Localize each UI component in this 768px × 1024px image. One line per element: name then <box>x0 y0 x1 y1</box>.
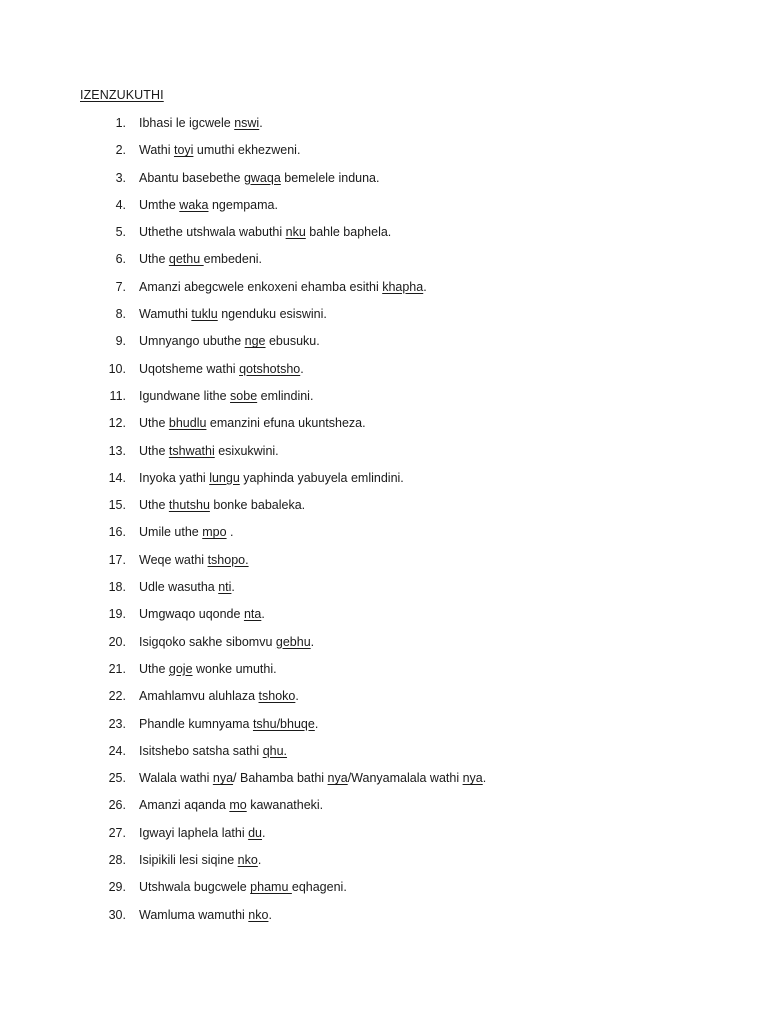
sentence-text: . <box>231 580 235 595</box>
sentence-text: Udle wasutha <box>139 580 219 595</box>
item-number: 19. <box>108 607 126 622</box>
sentence-text: . <box>259 116 263 130</box>
item-sentence <box>139 443 279 459</box>
item-number: 24. <box>108 743 126 758</box>
ideophone-word: khapha <box>382 279 424 294</box>
item-sentence <box>139 825 266 841</box>
sentence-text: . <box>226 525 234 540</box>
sentence-text: . <box>262 825 266 840</box>
sentence-text: embedeni. <box>203 252 263 267</box>
sentence-text: Umile uthe <box>139 525 203 540</box>
ideophone-word: sobe <box>230 388 258 403</box>
sentence-text: ngempama. <box>208 197 278 212</box>
sentence-text: esixukwini. <box>214 443 279 458</box>
item-number: 16. <box>108 525 126 540</box>
ideophone-word: mo <box>229 798 247 813</box>
item-sentence <box>139 197 278 213</box>
sentence-text: Igwayi laphela lathi <box>139 825 249 840</box>
item-sentence <box>139 606 265 622</box>
item-sentence <box>139 361 304 377</box>
sentence-text: eqhageni. <box>291 880 347 895</box>
item-number: 22. <box>108 689 126 704</box>
sentence-text: Amahlamvu aluhlaza <box>139 689 259 704</box>
item-sentence <box>139 524 234 540</box>
item-number: 27. <box>108 825 126 840</box>
ideophone-word: thutshu <box>168 498 210 513</box>
item-sentence <box>139 852 261 868</box>
item-sentence <box>139 743 287 759</box>
sentence-text: Isigqoko sakhe sibomvu <box>139 634 276 649</box>
item-sentence <box>139 306 327 322</box>
item-number: 13. <box>108 443 126 458</box>
item-number: 11. <box>109 388 126 403</box>
item-number: 1. <box>115 116 126 130</box>
sentence-text: Isitshebo satsha sathi <box>139 743 263 758</box>
item-number: 10. <box>108 361 126 376</box>
ideophone-word: tuklu <box>191 307 218 322</box>
sentence-text: umuthi ekhezweni. <box>193 143 301 158</box>
ideophone-word: nge <box>244 334 266 349</box>
item-number: 25. <box>108 771 126 786</box>
sentence-text: emlindini. <box>257 388 314 403</box>
ideophone-word: tshu/bhuqe <box>252 716 315 731</box>
ideophone-word: nti <box>218 580 232 595</box>
sentence-text: emanzini efuna ukuntsheza. <box>206 416 366 431</box>
item-sentence <box>139 388 313 404</box>
item-number: 20. <box>108 634 126 649</box>
sentence-text: / Bahamba bathi <box>233 771 328 786</box>
item-sentence <box>139 142 300 158</box>
sentence-text: Uthethe utshwala wabuthi <box>139 225 286 240</box>
sentence-text: . <box>295 689 299 704</box>
document-title: IZENZUKUTHI <box>80 88 164 102</box>
item-number: 5. <box>115 225 126 240</box>
ideophone-word: goje <box>168 661 193 676</box>
item-number: 9. <box>115 334 126 349</box>
sentence-text: Weqe wathi <box>139 552 208 567</box>
sentence-text: . <box>257 853 262 868</box>
item-sentence <box>139 634 314 650</box>
sentence-text: yaphinda yabuyela emlindini. <box>239 470 404 485</box>
item-sentence <box>139 115 263 131</box>
sentence-text: kawanatheki. <box>246 798 324 813</box>
sentence-text: Utshwala bugcwele <box>139 880 251 895</box>
item-sentence <box>139 497 305 513</box>
sentence-text: Uthe <box>139 416 169 431</box>
ideophone-word: mpo <box>202 525 227 540</box>
sentence-text: . <box>423 279 427 294</box>
item-number: 14. <box>108 470 126 485</box>
item-sentence <box>139 279 427 295</box>
ideophone-word: gebhu <box>275 634 311 649</box>
ideophone-word: nku <box>285 225 306 240</box>
item-sentence <box>139 251 262 267</box>
ideophone-word: nswi <box>234 116 260 130</box>
ideophone-word: qotshotsho <box>239 361 301 376</box>
sentence-text: ebusuku. <box>265 334 320 349</box>
item-sentence <box>139 579 235 595</box>
sentence-text: Umnyango ubuthe <box>139 334 245 349</box>
item-sentence <box>139 797 323 813</box>
sentence-text: Uthe <box>139 498 169 513</box>
item-sentence <box>139 716 318 732</box>
ideophone-word: qethu <box>168 252 204 267</box>
item-sentence <box>139 470 404 486</box>
item-number: 26. <box>108 798 126 813</box>
sentence-text: Uthe <box>139 252 169 267</box>
item-sentence <box>139 907 272 923</box>
ideophone-word: nko <box>237 853 258 868</box>
ideophone-word: lungu <box>209 470 240 485</box>
sentence-text: . <box>300 361 304 376</box>
sentence-text: Amanzi aqanda <box>139 798 230 813</box>
item-number: 18. <box>108 580 126 595</box>
item-number: 15. <box>108 498 126 513</box>
ideophone-word: tshopo. <box>207 552 249 567</box>
item-number: 29. <box>108 880 126 895</box>
sentence-text: Isipikili lesi siqine <box>139 853 238 868</box>
item-number: 2. <box>115 143 126 158</box>
item-number: 30. <box>108 907 126 922</box>
ideophone-word: phamu <box>250 880 292 895</box>
item-sentence <box>139 661 277 677</box>
sentence-text: Uthe <box>139 661 169 676</box>
sentence-text: . <box>482 771 487 786</box>
sentence-text: Abantu basebethe <box>139 170 244 185</box>
ideophone-word: nya <box>462 771 483 786</box>
sentence-text: Amanzi abegcwele enkoxeni ehamba esithi <box>139 279 383 294</box>
item-number: 3. <box>115 170 126 185</box>
ideophone-word: bhudlu <box>168 416 207 431</box>
sentence-text: Wamuthi <box>139 307 192 322</box>
item-sentence <box>139 688 299 704</box>
item-number: 8. <box>115 307 126 322</box>
ideophone-word: toyi <box>173 143 194 158</box>
sentence-text: bahle baphela. <box>305 225 392 240</box>
ideophone-word: nta <box>243 607 262 622</box>
sentence-text: Uthe <box>139 443 169 458</box>
item-number: 21. <box>108 661 126 676</box>
ideophone-word: waka <box>179 197 209 212</box>
item-number: 7. <box>115 279 126 294</box>
item-sentence <box>139 415 366 431</box>
sentence-text: Umgwaqo uqonde <box>139 607 244 622</box>
item-number: 17. <box>108 552 126 567</box>
item-sentence <box>139 170 379 186</box>
item-number: 4. <box>115 197 126 212</box>
item-number: 23. <box>108 716 126 731</box>
sentence-text: Phandle kumnyama <box>139 716 253 731</box>
item-sentence <box>139 879 347 895</box>
sentence-text: bonke babaleka. <box>209 498 306 513</box>
ideophone-word: nya <box>212 771 234 786</box>
sentence-text: Inyoka yathi <box>139 470 210 485</box>
sentence-text: ngenduku esiswini. <box>217 307 327 322</box>
sentence-text: . <box>261 607 265 622</box>
sentence-text: /Wanyamalala wathi <box>347 771 463 786</box>
sentence-text: Walala wathi <box>139 771 213 786</box>
sentence-text: . <box>268 907 272 922</box>
item-number: 12. <box>108 416 126 431</box>
sentence-text: Igundwane lithe <box>139 388 231 403</box>
sentence-text: Uqotsheme wathi <box>139 361 240 376</box>
ideophone-word: tshwathi <box>168 443 215 458</box>
ideophone-word: nya <box>327 771 348 786</box>
sentence-text: . <box>310 634 315 649</box>
item-sentence <box>139 770 486 786</box>
item-sentence <box>139 552 249 568</box>
sentence-text: bemelele induna. <box>280 170 380 185</box>
sentence-text: wonke umuthi. <box>192 661 277 676</box>
item-number: 6. <box>115 252 126 267</box>
ideophone-word: tshoko <box>258 689 296 704</box>
ideophone-word: gwaqa <box>243 170 281 185</box>
ideophone-word: nko <box>248 907 269 922</box>
ideophone-word: qhu. <box>262 743 288 758</box>
sentence-text: Wamluma wamuthi <box>139 907 249 922</box>
item-number: 28. <box>108 853 126 868</box>
sentence-text: Umthe <box>139 197 180 212</box>
sentence-text: Wathi <box>139 143 174 158</box>
ideophone-word: du <box>248 825 263 840</box>
sentence-text: . <box>314 716 319 731</box>
item-sentence <box>139 333 320 349</box>
sentence-text: Ibhasi le igcwele <box>139 116 235 130</box>
item-sentence <box>139 224 391 240</box>
